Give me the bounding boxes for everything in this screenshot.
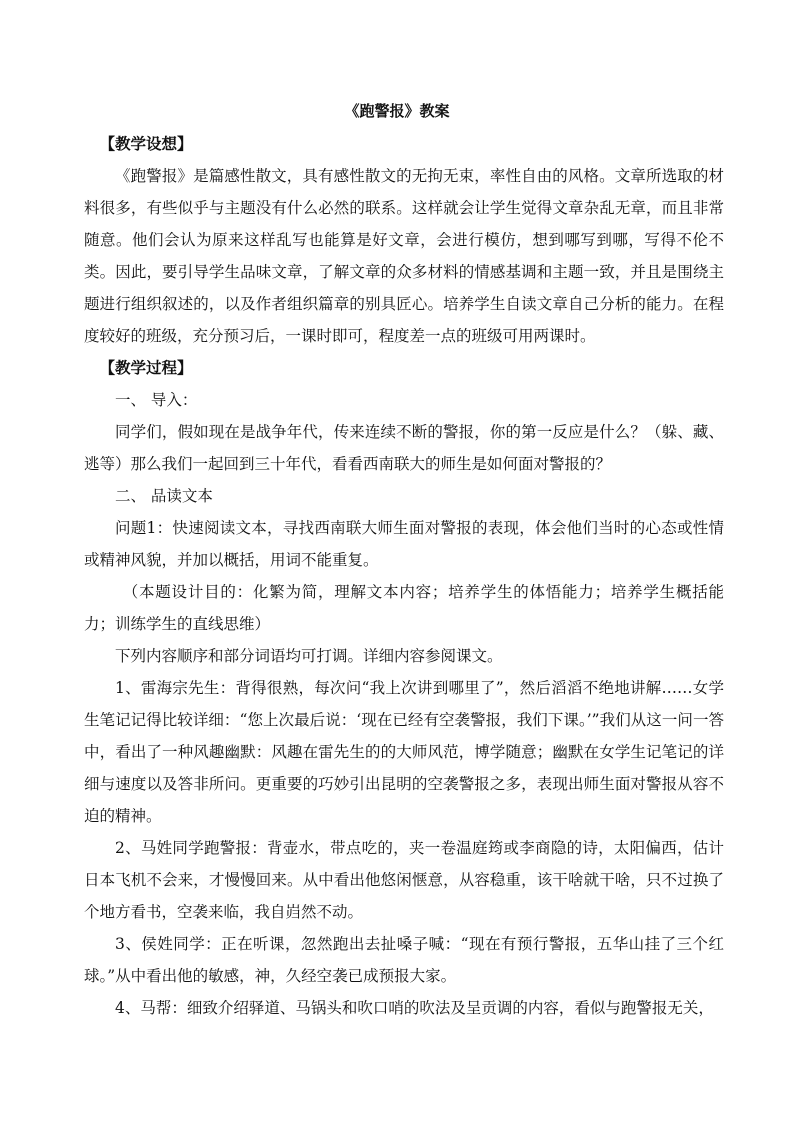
paragraph-order-note: 下列内容顺序和部分词语均可打调。详细内容参阅课文。 xyxy=(115,647,503,665)
subheading-introduction: 一、 导入： xyxy=(115,391,198,409)
document-title: 《跑警报》教案 xyxy=(344,102,450,120)
paragraph-question-1: 问题1：快速阅读文本，寻找西南联大师生面对警报的表现，体会他们当时的心态或性情或精神风貌，并加以概括，用词不能重复。 xyxy=(84,519,724,569)
paragraph-introduction: 同学们，假如现在是战争年代，传来连续不断的警报，你的第一反应是什么？（躲、藏、逃等）那么我们一起回到三十年代，看看西南联大的师生是如何面对警报的？ xyxy=(84,423,724,473)
section-heading-design: 【教学设想】 xyxy=(99,134,193,153)
paragraph-item-1: 1、雷海宗先生：背得很熟，每次问“我上次讲到哪里了”，然后滔滔不绝地讲解……女学生笔记记得比较详细：“您上次最后说：‘现在已经有空袭警报，我们下课。’”我们从这一问一答中，看出了一种风趣幽默：风趣在雷先生的的大师风范，博学随意；幽默在女学生记笔记的详细与速度以及答非所问。更重要的巧妙引出昆明的空袭警报之多，表现出师生面对警报从容不迫的精神。 xyxy=(84,679,724,825)
paragraph-item-3: 3、侯姓同学：正在听课，忽然跑出去扯嗓子喊：“现在有预行警报，五华山挂了三个红球。”从中看出他的敏感，神，久经空袭已成预报大家。 xyxy=(84,935,724,985)
paragraph-design-intro: 《跑警报》是篇感性散文，具有感性散文的无拘无束，率性自由的风格。文章所选取的材料很多，有些似乎与主题没有什么必然的联系。这样就会让学生觉得文章杂乱无章，而且非常随意。他们会认为原来这样乱写也能算是好文章，会进行模仿，想到哪写到哪，写得不伦不类。因此，要引导学生品味文章，了解文章的众多材料的情感基调和主题一致，并且是围绕主题进行组织叙述的，以及作者组织篇章的别具匠心。培养学生自读文章自己分析的能力。在程度较好的班级，充分预习后，一课时即可，程度差一点的班级可用两课时。 xyxy=(84,167,724,345)
paragraph-design-purpose: （本题设计目的：化繁为简，理解文本内容；培养学生的体悟能力；培养学生概括能力；训练学生的直线思维） xyxy=(84,583,724,633)
document-body xyxy=(84,128,724,1024)
paragraph-item-4: 4、马帮：细致介绍驿道、马锅头和吹口哨的吹法及呈贡调的内容，看似与跑警报无关， xyxy=(115,999,714,1017)
section-heading-process: 【教学过程】 xyxy=(99,358,193,377)
subheading-reading: 二、 品读文本 xyxy=(115,487,213,505)
paragraph-item-2: 2、马姓同学跑警报：背壶水，带点吃的，夹一卷温庭筠或李商隐的诗，太阳偏西，估计日本飞机不会来，才慢慢回来。从中看出他悠闲惬意，从容稳重，该干啥就干啥，只不过换了个地方看书，空袭来临，我自岿然不动。 xyxy=(84,839,724,921)
